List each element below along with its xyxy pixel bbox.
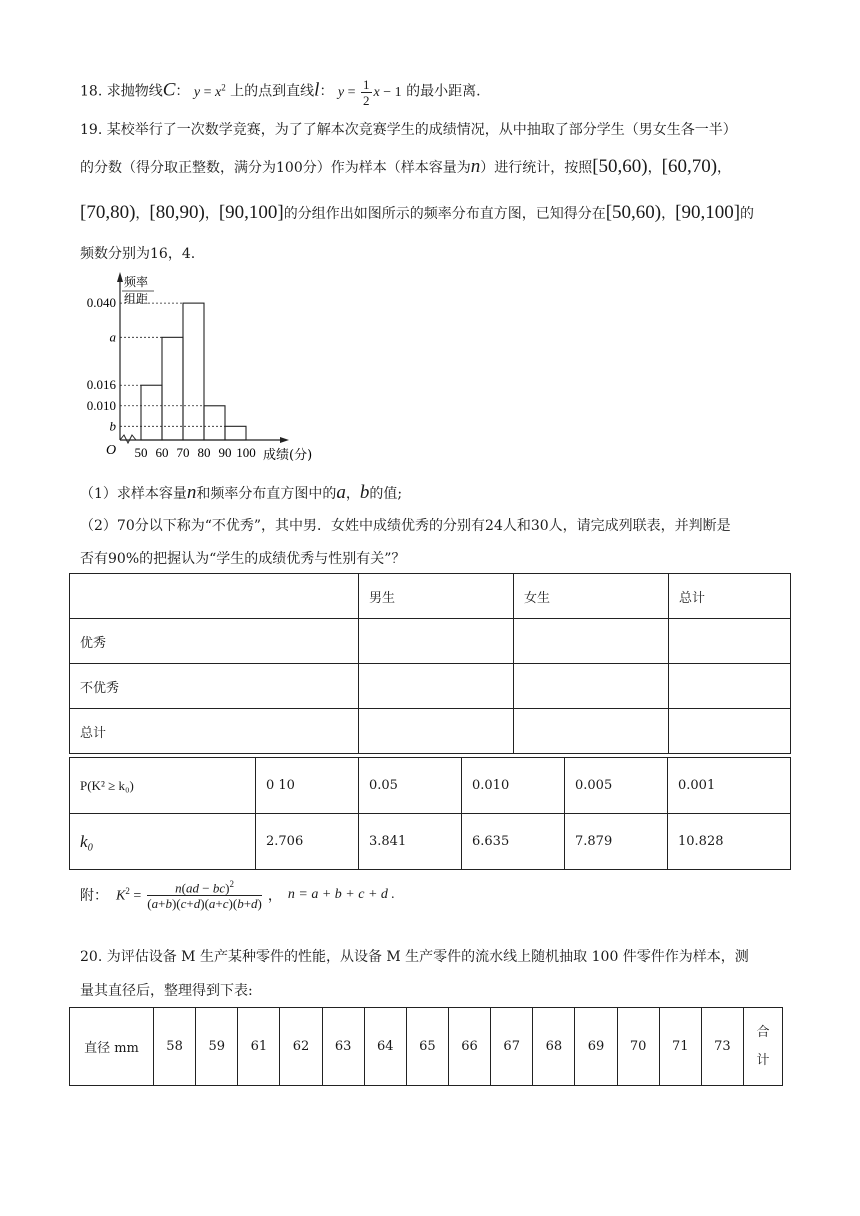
line-name: l bbox=[314, 79, 320, 101]
table-cell[interactable] bbox=[669, 709, 791, 754]
histogram-bar bbox=[204, 406, 225, 440]
q19-sub-2: （2）70分以下称为“不优秀”，其中男．女姓中成绩优秀的分别有24人和30人，请完成列联表，并判断是 bbox=[80, 518, 731, 534]
table-row bbox=[70, 758, 791, 814]
diameter-table bbox=[69, 1007, 783, 1086]
table-cell: 73 bbox=[701, 1008, 743, 1086]
q19-sub-1: （1）求样本容量n和频率分布直方图中的a，b的值; bbox=[80, 482, 403, 503]
y-tick-label: b bbox=[109, 418, 116, 434]
ylabel-top: 频率 bbox=[124, 275, 149, 289]
x-tick-label: 70 bbox=[176, 445, 190, 460]
table-cell: 男生 bbox=[359, 574, 514, 619]
table-cell: 10.828 bbox=[668, 814, 791, 870]
histogram-bar bbox=[225, 426, 246, 440]
y-tick-label: 0.040 bbox=[86, 295, 116, 311]
table-cell: 59 bbox=[196, 1008, 238, 1086]
n-formula: n = a + b + c + d . bbox=[287, 887, 395, 903]
q20-line-1: 20. 为评估设备 M 生产某种零件的性能，从设备 M 生产零件的流水线上随机抽取 100 件零件作为样本，测 bbox=[80, 949, 749, 965]
table-cell[interactable] bbox=[359, 619, 514, 664]
histogram-bar bbox=[162, 337, 183, 440]
parabola-name: C bbox=[162, 79, 176, 101]
table-cell: 不优秀 bbox=[70, 664, 359, 709]
parabola-equation: $y = x^2$ bbox=[193, 82, 226, 100]
table-cell: 6.635 bbox=[462, 814, 565, 870]
q18-text-2: 上的点到直线 bbox=[230, 83, 315, 100]
q19-line-1: 19. 某校举行了一次数学竞赛，为了了解本次竞赛学生的成绩情况，从中抽取了部分学生（男女生各一半） bbox=[80, 122, 737, 138]
table-row bbox=[70, 619, 791, 664]
table-row bbox=[70, 814, 791, 870]
y-tick-label: 0.010 bbox=[86, 397, 116, 413]
ylabel-bottom: 组距 bbox=[124, 292, 149, 306]
table-cell[interactable] bbox=[359, 664, 514, 709]
line-equation: y = $\frac{1}{2}$ x − 1 bbox=[337, 77, 402, 108]
table-cell[interactable] bbox=[359, 709, 514, 754]
x-tick-label: 100 bbox=[236, 445, 256, 460]
table-cell[interactable] bbox=[669, 664, 791, 709]
table-cell: 3.841 bbox=[359, 814, 462, 870]
y-tick-label: a bbox=[109, 329, 116, 345]
table-cell: 68 bbox=[533, 1008, 575, 1086]
table-cell: 总计 bbox=[70, 709, 359, 754]
k2-formula: 附： $K^2$ = $\frac{n(ad - bc)^2}{(a+b)(c+d)(a+c)(b+d)}$ ， n = a + b + c + d . bbox=[80, 879, 395, 912]
table-cell: 71 bbox=[659, 1008, 701, 1086]
q18-text-3: 的最小距离. bbox=[406, 83, 481, 100]
table-cell: 女生 bbox=[514, 574, 669, 619]
x-tick-label: 60 bbox=[155, 445, 169, 460]
table-cell: 58 bbox=[154, 1008, 196, 1086]
q18-text-1: 求抛物线 bbox=[106, 83, 163, 100]
table-cell: 0.05 bbox=[359, 758, 462, 814]
x-axis-label: 成绩(分) bbox=[263, 448, 313, 463]
origin-label: O bbox=[106, 443, 117, 458]
table-cell[interactable] bbox=[669, 619, 791, 664]
question-18: 18. 求抛物线C： $y = x^2$ 上的点到直线l： y = $\frac{1}{2}$ x − 1 的最小距离. bbox=[80, 77, 481, 108]
table-cell bbox=[70, 574, 359, 619]
table-cell: k₀ bbox=[70, 814, 256, 870]
table-cell: 7.879 bbox=[565, 814, 668, 870]
table-cell: P(K² ≥ k₀) bbox=[70, 758, 256, 814]
y-tick-label: 0.016 bbox=[86, 377, 116, 393]
q19-sub-3: 否有90%的把握认为“学生的成绩优秀与性别有关”？ bbox=[80, 551, 406, 567]
frequency-histogram bbox=[74, 270, 334, 470]
table-cell: 69 bbox=[575, 1008, 617, 1086]
table-cell: 64 bbox=[364, 1008, 406, 1086]
sample-size-n: n bbox=[470, 156, 481, 177]
q19-line-3: [70,80)，[80,90)，[90,100]的分组作出如图所示的频率分布直方图，已知得分在[50,60)，[90,100]的 bbox=[80, 202, 755, 223]
table-cell: 67 bbox=[491, 1008, 533, 1086]
table-cell[interactable] bbox=[514, 709, 669, 754]
x-tick-label: 80 bbox=[197, 445, 211, 460]
q20-line-2: 量其直径后，整理得到下表: bbox=[80, 983, 253, 999]
q18-number: 18. bbox=[80, 83, 103, 100]
table-cell: 0.010 bbox=[462, 758, 565, 814]
table-cell: 0 10 bbox=[256, 758, 359, 814]
y-axis-arrow bbox=[117, 272, 123, 282]
x-tick-label: 50 bbox=[134, 445, 148, 460]
table-cell: 63 bbox=[322, 1008, 364, 1086]
table-row bbox=[70, 664, 791, 709]
table-row bbox=[70, 709, 791, 754]
table-cell: 总计 bbox=[669, 574, 791, 619]
table-cell[interactable] bbox=[514, 619, 669, 664]
q19-line-4: 频数分别为16，4. bbox=[80, 246, 196, 262]
table-row bbox=[70, 574, 791, 619]
histogram-bar bbox=[141, 385, 162, 440]
table-row bbox=[70, 1008, 783, 1086]
contingency-table bbox=[69, 573, 791, 754]
critical-value-table bbox=[69, 757, 791, 870]
histogram-bar bbox=[183, 303, 204, 440]
table-cell: 70 bbox=[617, 1008, 659, 1086]
table-cell: 优秀 bbox=[70, 619, 359, 664]
x-tick-label: 90 bbox=[218, 445, 232, 460]
q19-line-2: 的分数（得分取正整数，满分为100分）作为样本（样本容量为n）进行统计，按照[50,60)，[60,70)， bbox=[80, 156, 732, 177]
table-cell: 66 bbox=[448, 1008, 490, 1086]
table-cell: 2.706 bbox=[256, 814, 359, 870]
table-cell: 61 bbox=[238, 1008, 280, 1086]
total-label-2: 计 bbox=[756, 1052, 770, 1068]
x-axis-arrow bbox=[280, 437, 289, 443]
total-label-1: 合 bbox=[756, 1024, 770, 1040]
table-cell: 65 bbox=[406, 1008, 448, 1086]
table-cell: 0.005 bbox=[565, 758, 668, 814]
total-cell bbox=[744, 1008, 783, 1086]
table-cell: 62 bbox=[280, 1008, 322, 1086]
axis-break bbox=[120, 435, 136, 443]
table-cell[interactable] bbox=[514, 664, 669, 709]
table-cell: 直径 mm bbox=[70, 1008, 154, 1086]
table-cell: 0.001 bbox=[668, 758, 791, 814]
